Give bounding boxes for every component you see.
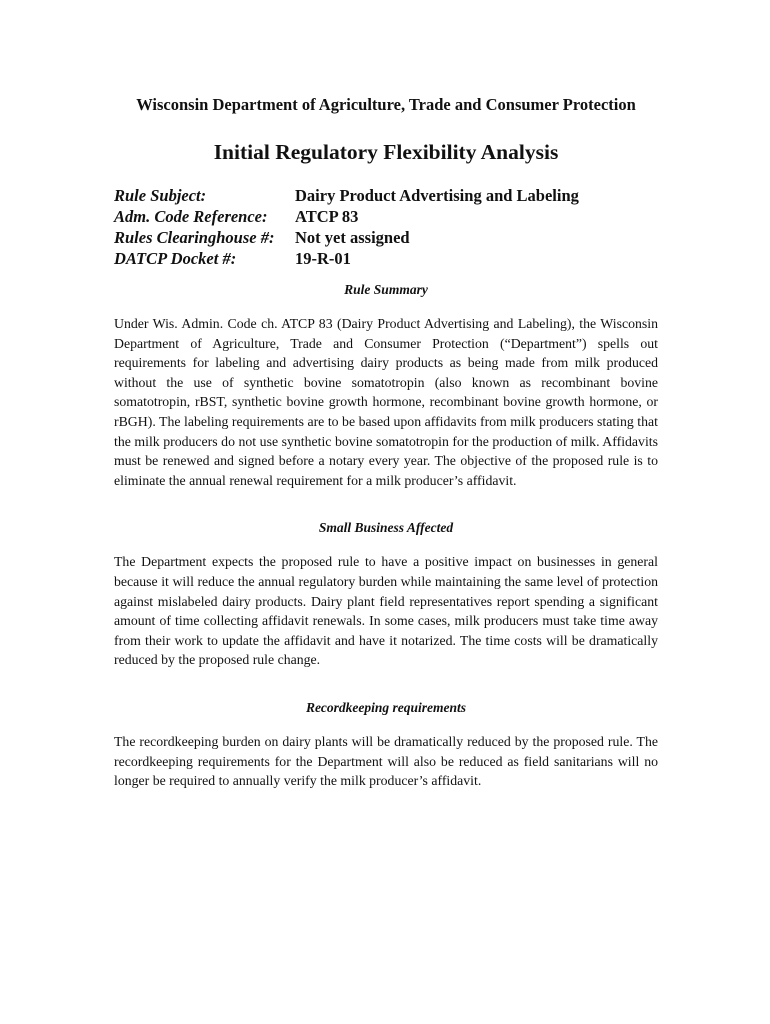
recordkeeping-paragraph: The recordkeeping burden on dairy plants will be dramatically reduced by the proposed rule. The recordkeeping requirements for the Department will also be reduced as field sanitarians will no longer be required to annually verify the milk producer’s affidavit. bbox=[114, 733, 658, 789]
adm-code-value: ATCP 83 bbox=[295, 207, 359, 226]
rule-summary-heading: Rule Summary bbox=[344, 282, 428, 297]
agency-name: Wisconsin Department of Agriculture, Trade and Consumer Protection bbox=[136, 95, 636, 114]
rule-subject-label: Rule Subject: bbox=[114, 186, 207, 205]
clearinghouse-value: Not yet assigned bbox=[295, 228, 410, 247]
recordkeeping-heading: Recordkeeping requirements bbox=[305, 699, 467, 715]
rule-summary-paragraph: Under Wis. Admin. Code ch. ATCP 83 (Dairy Product Advertising and Labeling), the Wisconsin Department of Agriculture, Trade and Consumer Protection (“Department”) spells out requirements for labeling and advertising dairy products as being made from milk produced without the use of synthetic bovine somatotropin (also known as recombinant bovine somatotropin, rBST, synthetic bovine growth hormone, recombinant bovine growth hormone, or rBGH). The labeling requirements are to be based upon affidavits from milk producers stating that the milk producers do not use synthetic bovine somatotropin for the production of milk. Affidavits must be renewed and signed before a notary every year. The objective of the proposed rule is to eliminate the annual renewal requirement for a milk producer’s affidavit. bbox=[114, 316, 658, 488]
document-title: Initial Regulatory Flexibility Analysis bbox=[213, 140, 559, 164]
clearinghouse-label: Rules Clearinghouse #: bbox=[114, 228, 275, 247]
recordkeeping-section bbox=[114, 699, 658, 791]
rule-summary-section bbox=[114, 281, 658, 490]
docket-value: 19-R-01 bbox=[295, 249, 351, 268]
docket-label: DATCP Docket #: bbox=[114, 249, 237, 268]
adm-code-label: Adm. Code Reference: bbox=[114, 207, 268, 226]
rule-subject-value: Dairy Product Advertising and Labeling bbox=[295, 186, 579, 205]
small-business-paragraph: The Department expects the proposed rule to have a positive impact on businesses in general because it will reduce the annual regulatory burden while maintaining the same level of protection against mislabeled dairy products. Dairy plant field representatives report spending a significant amount of time collecting affidavit renewals. In some cases, milk producers must take time away from their work to update the affidavit and have it notarized. The time costs will be dramatically reduced by the proposed rule change. bbox=[114, 554, 658, 668]
small-business-section bbox=[114, 519, 658, 670]
small-business-heading: Small Business Affected bbox=[318, 520, 454, 536]
rule-metadata bbox=[114, 185, 658, 269]
